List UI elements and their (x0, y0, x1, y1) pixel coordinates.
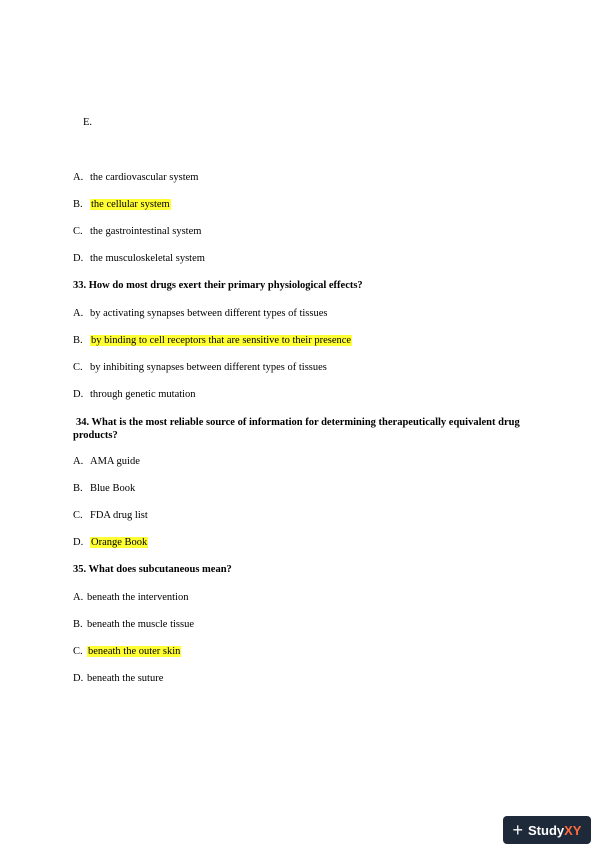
option-letter: C. (73, 510, 83, 521)
option-letter: B. (73, 619, 83, 630)
option-letter: D. (73, 673, 84, 684)
question-33: 33. How do most drugs exert their primary physiological effects? (73, 280, 363, 291)
option-text: AMA guide (90, 456, 140, 467)
q33-option-c (73, 361, 327, 374)
option-text: FDA drug list (90, 510, 148, 521)
option-letter: D. (73, 537, 84, 548)
q33-option-b (73, 334, 352, 347)
brand-main: Study (528, 822, 565, 838)
option-letter: D. (73, 253, 84, 264)
plus-icon: + (512, 820, 524, 840)
option-letter: C. (73, 646, 83, 657)
option-text: through genetic mutation (90, 389, 196, 400)
option-text: the musculoskeletal system (90, 253, 205, 264)
q34-option-b (73, 482, 135, 495)
stray-option-letter: E. (83, 117, 93, 128)
q34-option-c (73, 509, 148, 522)
q32-option-b (73, 198, 171, 211)
q32-option-d (73, 252, 205, 265)
question-34: 34. What is the most reliable source of information for determining therapeutically equivalent drug products? (73, 417, 520, 441)
option-letter: B. (73, 199, 83, 210)
option-text: by inhibiting synapses between different types of tissues (90, 362, 327, 373)
q35-option-b (73, 618, 194, 631)
question-35: 35. What does subcutaneous mean? (73, 564, 232, 575)
q33-option-a (73, 307, 327, 320)
highlighted-answer: by binding to cell receptors that are sensitive to their presence (91, 335, 352, 346)
option-letter: A. (73, 456, 84, 467)
brand-accent: XY (564, 822, 582, 838)
option-letter: A. (73, 172, 84, 183)
option-letter: A. (73, 308, 84, 319)
q32-option-c (73, 225, 201, 238)
option-text: beneath the suture (87, 673, 164, 684)
option-letter: C. (73, 362, 83, 373)
highlighted-answer: Orange Book (91, 537, 148, 548)
option-text: the cardiovascular system (90, 172, 199, 183)
q34-option-a (73, 455, 140, 468)
option-letter: C. (73, 226, 83, 237)
option-text: Blue Book (90, 483, 136, 494)
option-letter: D. (73, 389, 84, 400)
option-text: beneath the intervention (87, 592, 189, 603)
option-letter: A. (73, 592, 84, 603)
option-text: the gastrointestinal system (90, 226, 202, 237)
q35-option-d (73, 672, 163, 685)
highlighted-answer: beneath the outer skin (88, 646, 181, 657)
q34-option-d (73, 536, 148, 549)
q35-option-c (73, 645, 181, 658)
q32-option-a (73, 171, 198, 184)
q33-option-d (73, 388, 196, 401)
option-letter: B. (73, 335, 83, 346)
brand-name (528, 823, 581, 838)
option-text: by activating synapses between different types of tissues (90, 308, 328, 319)
option-letter: B. (73, 483, 83, 494)
q35-option-a (73, 591, 188, 604)
option-text: beneath the muscle tissue (87, 619, 195, 630)
studyxy-badge[interactable] (503, 816, 591, 844)
highlighted-answer: the cellular system (91, 199, 170, 210)
